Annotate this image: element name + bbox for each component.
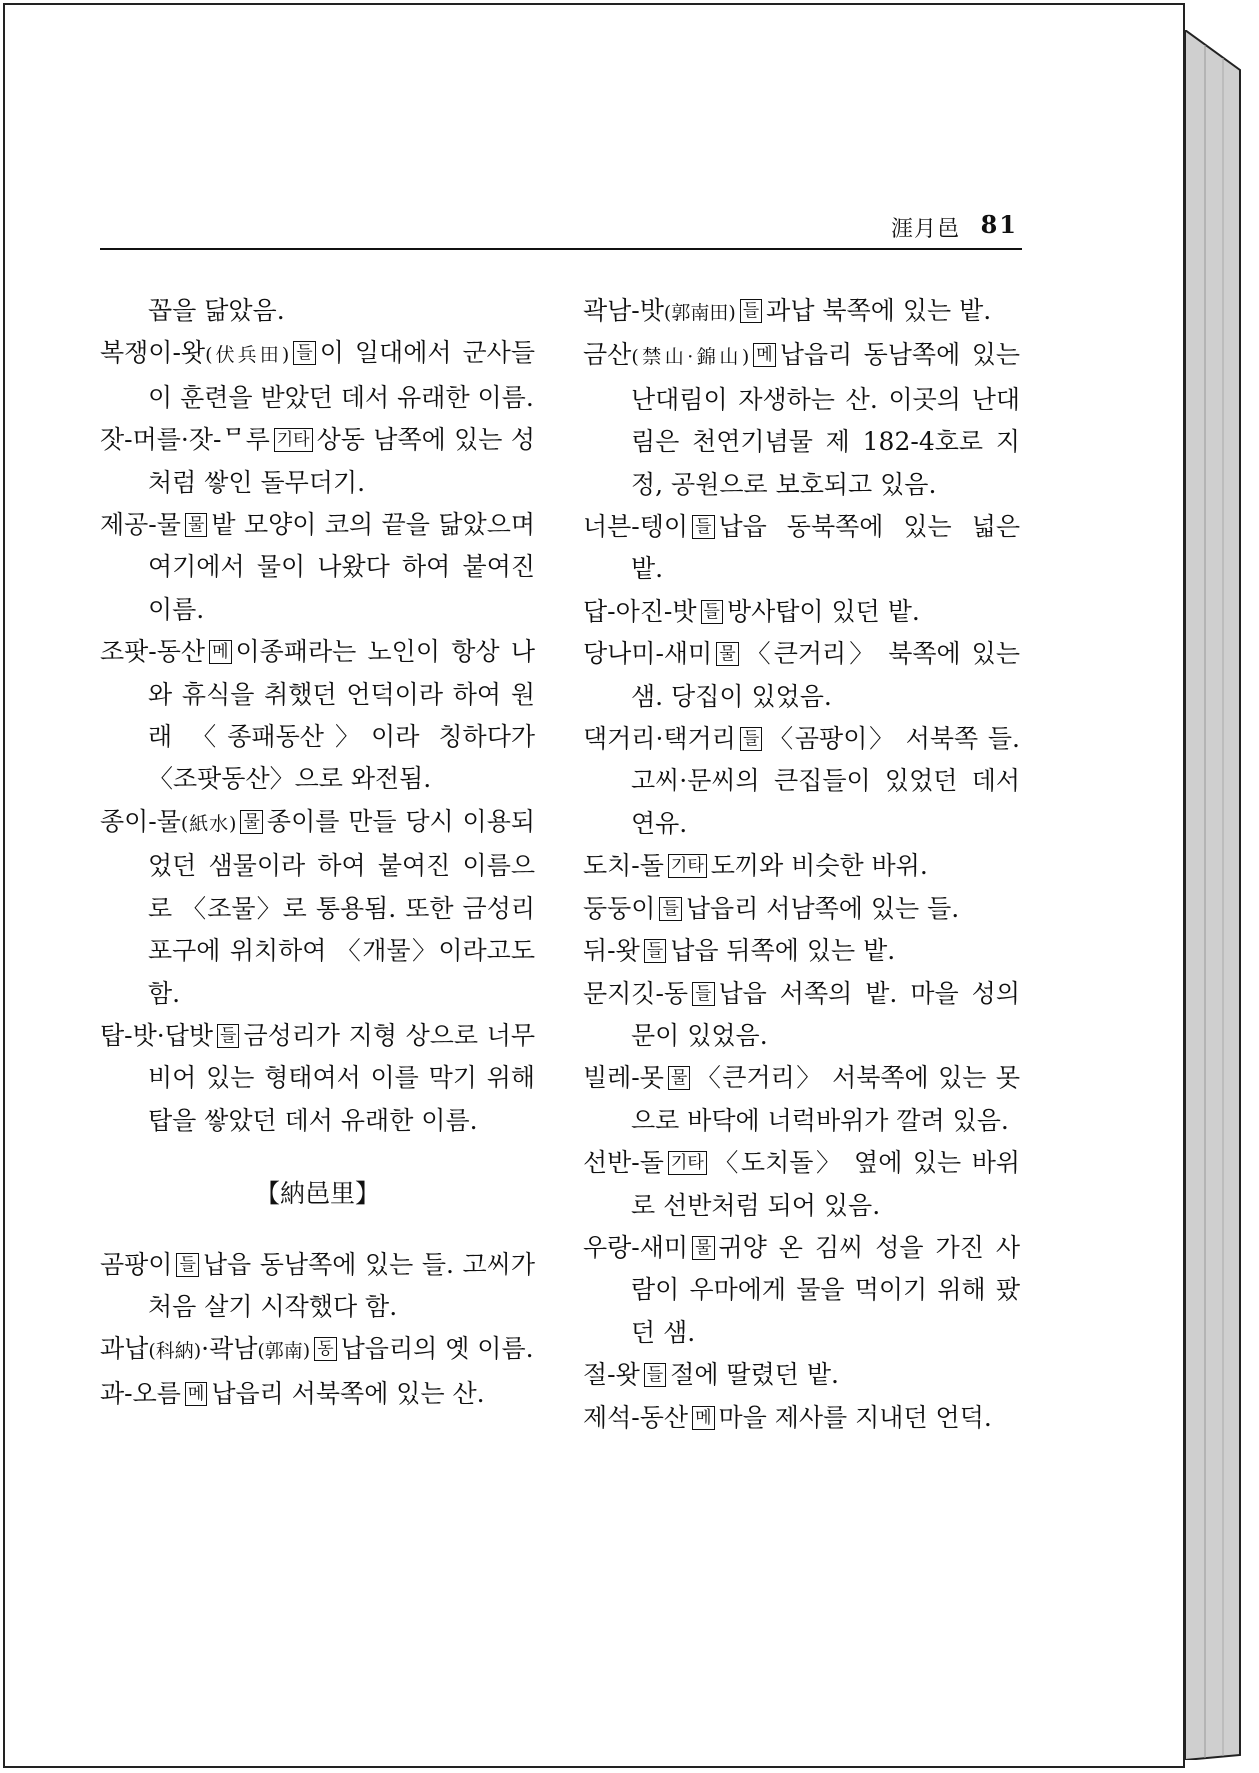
place-name-entry <box>583 506 1020 591</box>
section-heading: 【納邑里】 <box>254 1179 380 1209</box>
entry-definition: 납읍리 서북쪽에 있는 산. <box>211 1378 485 1408</box>
entry-headword: 금산 <box>583 340 632 370</box>
entry-definition: 납읍리 동남쪽에 있는 난대림이 자생하는 산. 이곳의 난대림은 천연기념물 제 182-4호로 지정, 공원으로 보호되고 있음. <box>631 340 1020 499</box>
place-name-entry <box>583 633 1020 718</box>
place-name-entry <box>583 290 1020 334</box>
entry-headword: 과-오름 <box>100 1378 181 1408</box>
place-name-entry <box>100 1244 535 1329</box>
right-column <box>583 290 1020 1439</box>
entry-headword: 우랑-새미 <box>583 1232 689 1262</box>
category-tag: 들 <box>740 727 762 751</box>
entry-definition: 〈도치돌〉 옆에 있는 바위로 선반처럼 되어 있음. <box>631 1148 1020 1220</box>
place-name-entry <box>583 1227 1020 1354</box>
category-tag: 물 <box>240 810 262 834</box>
entry-headword: 답-아진-밧 <box>583 596 697 626</box>
entry-headword: 도치-돌 <box>583 851 664 881</box>
place-name-entry <box>583 334 1020 506</box>
running-header <box>100 212 1020 242</box>
entry-headword: 문지깃-동 <box>583 978 689 1008</box>
entry-definition: 〈곰팡이〉 서북쪽 들. 고씨·문씨의 큰집들이 있었던 데서 연유. <box>631 724 1020 838</box>
entry-hanja: (禁山·錦山) <box>631 346 750 369</box>
entry-headword: 곽남-밧 <box>583 296 664 325</box>
entry-headword: 선반-돌 <box>583 1148 664 1178</box>
entry-hanja: (郭南田) <box>663 302 736 324</box>
entry-definition: 〈큰거리〉 서북쪽에 있는 못으로 바닥에 너럭바위가 깔려 있음. <box>631 1063 1020 1135</box>
left-column <box>100 290 535 1415</box>
category-tag: 물 <box>692 1236 714 1260</box>
entry-definition: 납읍 동북쪽에 있는 넓은 밭. <box>631 512 1020 584</box>
category-tag: 기타 <box>668 854 707 878</box>
entry-headword: 잣-머를·잣-ᄆ루 <box>100 425 270 455</box>
entry-headword: 과납 <box>100 1334 149 1364</box>
entry-definition: 납읍 서쪽의 밭. 마을 성의 문이 있었음. <box>631 978 1020 1050</box>
place-name-entry <box>100 1015 535 1142</box>
continued-text: 꼽을 닮았음. <box>148 296 285 325</box>
place-name-entry <box>100 801 535 1015</box>
entry-definition: 마을 제사를 지내던 언덕. <box>718 1402 992 1432</box>
entry-definition: 납읍리의 옛 이름. <box>340 1334 534 1364</box>
place-name-entry <box>583 1057 1020 1142</box>
category-tag: 메 <box>209 640 231 664</box>
entry-headword: 절-왓 <box>583 1360 640 1390</box>
category-tag: 들 <box>659 897 681 921</box>
category-tag: 들 <box>644 1363 666 1387</box>
entry-headword: 탑-밧·답밧 <box>100 1020 213 1050</box>
category-tag: 들 <box>692 515 714 539</box>
entry-headword: 곰팡이 <box>100 1249 173 1279</box>
place-name-entry <box>583 888 1020 930</box>
category-tag: 들 <box>644 939 666 963</box>
category-tag: 들 <box>701 600 723 624</box>
category-tag: 메 <box>753 343 775 367</box>
category-tag: 들 <box>692 982 714 1006</box>
category-tag: 들 <box>217 1024 239 1048</box>
entry-headword: 빌레-못 <box>583 1063 664 1093</box>
entry-definition: 방사탑이 있던 밭. <box>726 596 920 626</box>
entry-headword: 복쟁이-왓 <box>100 338 206 368</box>
entry-hanja-alt: (郭南) <box>257 1340 311 1363</box>
entry-definition: 밭 모양이 코의 끝을 닮았으며 여기에서 물이 나왔다 하여 붙여진 이름. <box>148 510 535 624</box>
place-name-entry <box>100 1328 535 1372</box>
category-tag: 물 <box>716 642 738 666</box>
category-tag: 메 <box>185 1382 207 1406</box>
entry-headword: 종이-물 <box>100 806 181 836</box>
place-name-entry <box>100 1373 535 1415</box>
place-name-entry <box>100 631 535 801</box>
category-tag: 기타 <box>668 1151 707 1175</box>
place-name-entry <box>583 718 1020 845</box>
place-name-entry <box>583 1354 1020 1396</box>
entry-definition: 상동 남쪽에 있는 성처럼 쌓인 돌무더기. <box>148 425 535 497</box>
entry-headword: 제공-물 <box>100 510 181 540</box>
place-name-entry <box>583 1397 1020 1439</box>
category-tag: 메 <box>692 1406 714 1430</box>
category-tag: 기타 <box>274 428 313 452</box>
entry-headword: 뒤-왓 <box>583 936 640 966</box>
entry-headword: 제석-동산 <box>583 1402 689 1432</box>
place-name-entry <box>583 845 1020 887</box>
entry-hanja: (紙水) <box>180 812 237 835</box>
entry-definition: 납읍리 서남쪽에 있는 들. <box>685 893 960 923</box>
place-name-entry <box>100 332 535 419</box>
entry-definition: 이종패라는 노인이 항상 나와 휴식을 취했던 언덕이라 하여 원래 〈종패동산〉이라 칭하다가 〈조팟동산〉으로 와전됨. <box>148 637 535 794</box>
place-name-entry <box>583 930 1020 972</box>
entry-definition: 납읍 뒤쪽에 있는 밭. <box>670 936 896 966</box>
entry-definition: 과납 북쪽에 있는 밭. <box>766 296 992 325</box>
category-tag: 물 <box>185 513 207 537</box>
entry-headword: 조팟-동산 <box>100 637 206 667</box>
entry-definition: 〈큰거리〉 북쪽에 있는 샘. 당집이 있었음. <box>631 639 1020 711</box>
category-tag: 들 <box>293 341 315 365</box>
place-name-entry <box>583 591 1020 633</box>
entry-definition: 금성리가 지형 상으로 너무 비어 있는 형태여서 이를 막기 위해 탑을 쌓았던 데서 유래한 이름. <box>148 1020 535 1135</box>
book-edge <box>1185 30 1245 1760</box>
category-tag: 들 <box>176 1253 198 1277</box>
place-name-entry <box>100 504 535 631</box>
place-name-entry <box>583 973 1020 1058</box>
entry-hanja: (科納) <box>148 1340 202 1363</box>
place-name-entry <box>100 419 535 504</box>
category-tag: 동 <box>314 1337 336 1361</box>
page-number: 81 <box>980 210 1018 239</box>
entry-headword: 너븐-텡이 <box>583 512 689 542</box>
category-tag: 물 <box>668 1066 690 1090</box>
entry-definition: 납읍 동남쪽에 있는 들. 고씨가 처음 살기 시작했다 함. <box>148 1249 535 1321</box>
category-tag: 들 <box>740 299 762 323</box>
entry-hanja: (伏兵田) <box>205 344 290 367</box>
place-name-entry <box>583 1142 1020 1227</box>
running-title: 涯月邑 <box>890 217 960 242</box>
entry-headword-alt: ·곽남 <box>201 1334 258 1364</box>
entry-definition: 이 일대에서 군사들이 훈련을 받았던 데서 유래한 이름. <box>148 338 535 412</box>
header-rule <box>100 248 1022 250</box>
entry-definition: 귀양 온 김씨 성을 가진 사람이 우마에게 물을 먹이기 위해 팠던 샘. <box>631 1232 1020 1347</box>
entry-headword: 당나미-새미 <box>583 639 713 669</box>
entry-headword: 댁거리·택거리 <box>583 724 736 754</box>
entry-definition: 도끼와 비슷한 바위. <box>710 851 928 881</box>
entry-definition: 절에 딸렸던 밭. <box>670 1360 839 1390</box>
entry-definition: 종이를 만들 당시 이용되었던 샘물이라 하여 붙여진 이름으로 〈조물〉로 통용됨. 또한 금성리 포구에 위치하여 〈개물〉이라고도 함. <box>148 806 536 1008</box>
entry-headword: 둥둥이 <box>583 893 656 923</box>
